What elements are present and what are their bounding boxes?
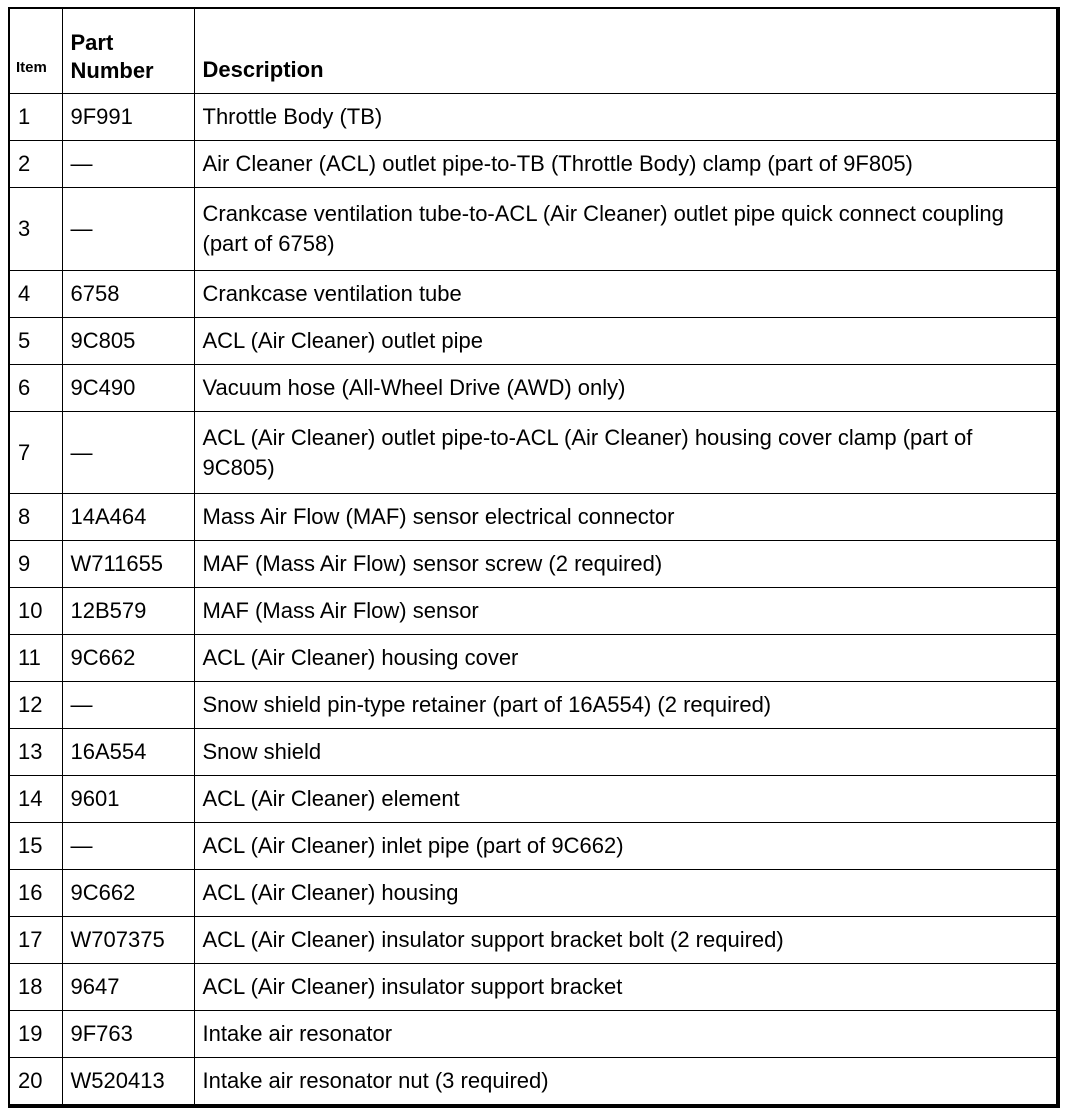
description: MAF (Mass Air Flow) sensor xyxy=(194,588,1056,635)
part-number: — xyxy=(62,411,194,494)
description: Throttle Body (TB) xyxy=(194,94,1056,141)
part-number: 9F763 xyxy=(62,1011,194,1058)
header-row xyxy=(10,9,1056,94)
description: Crankcase ventilation tube xyxy=(194,270,1056,317)
item-number: 20 xyxy=(10,1058,62,1104)
item-number: 1 xyxy=(10,94,62,141)
table-body xyxy=(10,94,1056,1105)
table-row xyxy=(10,187,1056,270)
header-item: Item xyxy=(10,9,62,94)
part-number: W520413 xyxy=(62,1058,194,1104)
description: Snow shield pin-type retainer (part of 16A554) (2 required) xyxy=(194,682,1056,729)
table-row xyxy=(10,870,1056,917)
part-number: 16A554 xyxy=(62,729,194,776)
description: MAF (Mass Air Flow) sensor screw (2 required) xyxy=(194,541,1056,588)
description: Intake air resonator nut (3 required) xyxy=(194,1058,1056,1104)
part-number: 9C662 xyxy=(62,870,194,917)
table-row xyxy=(10,729,1056,776)
part-number: 6758 xyxy=(62,270,194,317)
table-row xyxy=(10,588,1056,635)
item-number: 15 xyxy=(10,823,62,870)
table-row xyxy=(10,682,1056,729)
item-number: 5 xyxy=(10,317,62,364)
item-number: 4 xyxy=(10,270,62,317)
table-row xyxy=(10,494,1056,541)
part-number: 9647 xyxy=(62,964,194,1011)
part-number: 9F991 xyxy=(62,94,194,141)
part-number: 9601 xyxy=(62,776,194,823)
item-number: 12 xyxy=(10,682,62,729)
part-number: W711655 xyxy=(62,541,194,588)
description: Snow shield xyxy=(194,729,1056,776)
part-number: — xyxy=(62,682,194,729)
description: ACL (Air Cleaner) insulator support bracket bolt (2 required) xyxy=(194,917,1056,964)
table-header xyxy=(10,9,1056,94)
item-number: 16 xyxy=(10,870,62,917)
item-number: 9 xyxy=(10,541,62,588)
item-number: 17 xyxy=(10,917,62,964)
item-number: 7 xyxy=(10,411,62,494)
part-number: — xyxy=(62,187,194,270)
table-row xyxy=(10,635,1056,682)
item-number: 6 xyxy=(10,364,62,411)
part-number: — xyxy=(62,823,194,870)
table-row xyxy=(10,776,1056,823)
part-number: 14A464 xyxy=(62,494,194,541)
item-number: 19 xyxy=(10,1011,62,1058)
table-row xyxy=(10,823,1056,870)
item-number: 11 xyxy=(10,635,62,682)
description: ACL (Air Cleaner) inlet pipe (part of 9C662) xyxy=(194,823,1056,870)
item-number: 10 xyxy=(10,588,62,635)
part-number: 9C490 xyxy=(62,364,194,411)
part-number: W707375 xyxy=(62,917,194,964)
part-number: 9C805 xyxy=(62,317,194,364)
table-row xyxy=(10,1011,1056,1058)
description: ACL (Air Cleaner) housing cover xyxy=(194,635,1056,682)
description: ACL (Air Cleaner) outlet pipe xyxy=(194,317,1056,364)
item-number: 8 xyxy=(10,494,62,541)
description: Crankcase ventilation tube-to-ACL (Air Cleaner) outlet pipe quick connect coupling (part of 6758) xyxy=(194,187,1056,270)
parts-table xyxy=(10,9,1056,1104)
table-row xyxy=(10,964,1056,1011)
table-row xyxy=(10,364,1056,411)
description: Vacuum hose (All-Wheel Drive (AWD) only) xyxy=(194,364,1056,411)
table-row xyxy=(10,94,1056,141)
item-number: 3 xyxy=(10,187,62,270)
table-row xyxy=(10,411,1056,494)
description: Air Cleaner (ACL) outlet pipe-to-TB (Throttle Body) clamp (part of 9F805) xyxy=(194,140,1056,187)
item-number: 2 xyxy=(10,140,62,187)
description: ACL (Air Cleaner) outlet pipe-to-ACL (Air Cleaner) housing cover clamp (part of 9C805) xyxy=(194,411,1056,494)
header-description: Description xyxy=(194,9,1056,94)
description: ACL (Air Cleaner) element xyxy=(194,776,1056,823)
description: Intake air resonator xyxy=(194,1011,1056,1058)
table-row xyxy=(10,270,1056,317)
part-number: — xyxy=(62,140,194,187)
item-number: 14 xyxy=(10,776,62,823)
item-number: 18 xyxy=(10,964,62,1011)
table-row xyxy=(10,917,1056,964)
table-row xyxy=(10,1058,1056,1104)
part-number: 12B579 xyxy=(62,588,194,635)
table-row xyxy=(10,140,1056,187)
header-part-number: Part Number xyxy=(62,9,194,94)
table-row xyxy=(10,317,1056,364)
item-number: 13 xyxy=(10,729,62,776)
parts-table-frame xyxy=(8,7,1060,1108)
description: Mass Air Flow (MAF) sensor electrical connector xyxy=(194,494,1056,541)
part-number: 9C662 xyxy=(62,635,194,682)
description: ACL (Air Cleaner) insulator support bracket xyxy=(194,964,1056,1011)
description: ACL (Air Cleaner) housing xyxy=(194,870,1056,917)
table-row xyxy=(10,541,1056,588)
